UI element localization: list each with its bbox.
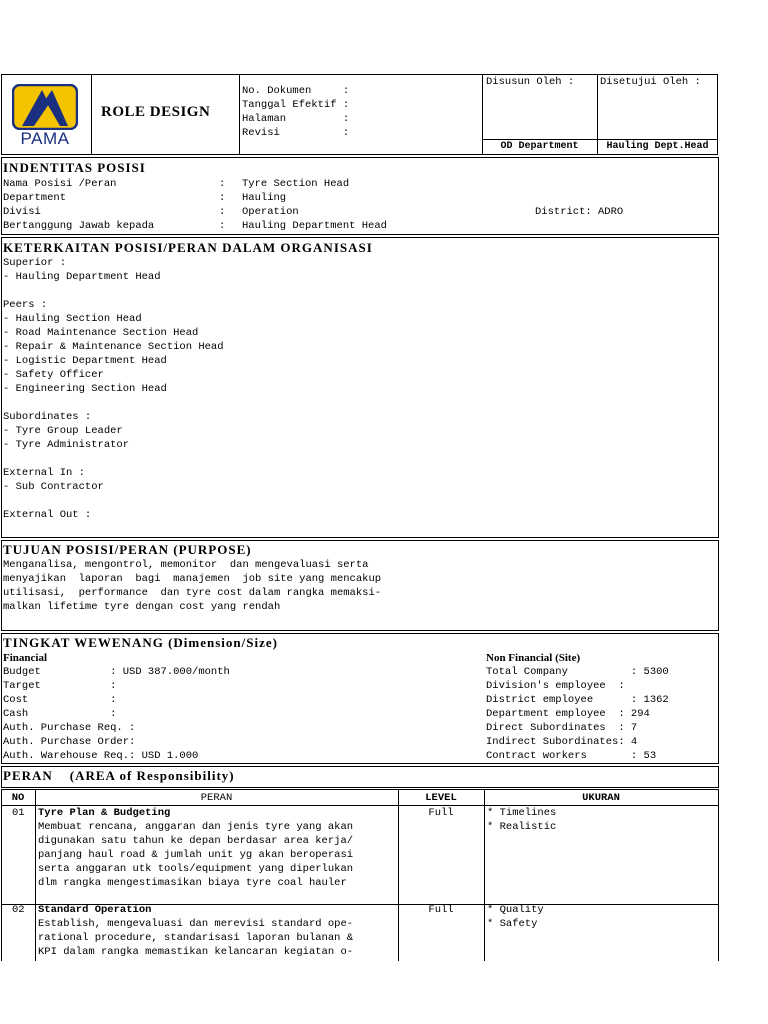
row-line: Membuat rencana, anggaran dan jenis tyre yang akan (38, 821, 354, 833)
row-line: dlm rangka mengestimasikan biaya tyre coal hauler (38, 877, 347, 889)
row-level: Full (428, 807, 454, 819)
row-line: KPI dalam rangka memastikan kelancaran kegiatan o- (38, 946, 354, 958)
wewenang-heading: TINGKAT WEWENANG (Dimension/Size) (3, 635, 278, 650)
row-ukuran (487, 806, 556, 834)
label-divisi: Divisi (3, 206, 41, 218)
row-level: Full (428, 904, 454, 916)
purpose-line: menyajikan laporan bagi manajemen job site yang mencakup (3, 573, 382, 585)
value-nama-posisi: Tyre Section Head (242, 178, 350, 190)
keterkaitan-list (3, 256, 224, 522)
row-line: Establish, mengevaluasi dan merevisi standard ope- (38, 918, 354, 930)
label-bertanggung-jawab: Bertanggung Jawab kepada (3, 220, 155, 232)
approved-by-label: Disetujui Oleh : (600, 76, 701, 88)
identitas-heading: INDENTITAS POSISI (3, 160, 146, 175)
peran-heading: PERAN (AREA of Responsibility) (3, 768, 235, 783)
col-header-ukuran: UKURAN (582, 792, 620, 804)
logo-text: PAMA (20, 129, 70, 148)
label-nama-posisi: Nama Posisi /Peran (3, 178, 117, 190)
document-fields (242, 84, 349, 140)
tujuan-text (3, 558, 381, 614)
doc-field-no: No. Dokumen : (242, 85, 350, 97)
ukuran-item: * Quality (487, 904, 544, 916)
org-line: Subordinates : (3, 411, 92, 423)
ukuran-item: * Timelines (487, 807, 557, 819)
prepared-by-value: OD Department (500, 141, 579, 152)
org-line: - Road Maintenance Section Head (3, 327, 199, 339)
row-peran (38, 903, 353, 959)
keterkaitan-heading: KETERKAITAN POSISI/PERAN DALAM ORGANISASI (3, 240, 373, 255)
org-line (3, 452, 224, 466)
row-line: rational procedure, standarisasi laporan bulanan & (38, 932, 354, 944)
doc-field-revisi: Revisi : (242, 127, 350, 139)
org-line: - Tyre Group Leader (3, 425, 123, 437)
financial-row: Target : (3, 680, 117, 692)
prepared-by-label: Disusun Oleh : (486, 76, 575, 88)
org-line: - Engineering Section Head (3, 383, 167, 395)
nonfinancial-row: Contract workers : 53 (486, 750, 657, 762)
pama-logo-icon (12, 84, 78, 130)
nonfinancial-label: Non Financial (Site) (486, 652, 581, 664)
value-bertanggung-jawab: Hauling Department Head (242, 220, 387, 232)
nonfinancial-row: Department employee : 294 (486, 708, 650, 720)
org-line: External In : (3, 467, 85, 479)
financial-row: Auth. Purchase Req. : (3, 722, 136, 734)
nonfinancial-row: Indirect Subordinates: 4 (486, 736, 638, 748)
pama-logo (12, 84, 78, 150)
financial-row: Cash : (3, 708, 117, 720)
org-line (3, 396, 224, 410)
col-header-peran: PERAN (200, 792, 233, 804)
nonfinancial-row: Total Company : 5300 (486, 666, 669, 678)
row-no: 02 (12, 904, 25, 916)
row-line: digunakan satu tahun ke depan berdasar area kerja/ (38, 835, 354, 847)
financial-label: Financial (3, 652, 48, 664)
financial-row: Auth. Warehouse Req.: USD 1.000 (3, 750, 199, 762)
ukuran-item: * Realistic (487, 821, 557, 833)
purpose-line: utilisasi, performance dan tyre cost dalam rangka memaksi- (3, 587, 382, 599)
row-title: Standard Operation (38, 904, 152, 916)
financial-row: Auth. Purchase Order: (3, 736, 136, 748)
nonfinancial-row: Direct Subordinates : 7 (486, 722, 638, 734)
row-peran (38, 806, 353, 890)
nonfinancial-row: District employee : 1362 (486, 694, 669, 706)
identitas-labels (3, 177, 154, 233)
org-line: - Hauling Section Head (3, 313, 142, 325)
district-value: District: ADRO (535, 206, 624, 218)
org-line: - Hauling Department Head (3, 271, 161, 283)
approved-by-value: Hauling Dept.Head (606, 141, 709, 152)
col-header-level: LEVEL (425, 792, 457, 804)
financial-row: Cost : (3, 694, 117, 706)
row-ukuran (487, 903, 544, 931)
label-department: Department (3, 192, 67, 204)
row-line: panjang haul road & jumlah unit yg akan beroperasi (38, 849, 354, 861)
ukuran-item: * Safety (487, 918, 538, 930)
purpose-line: malkan lifetime tyre dengan cost yang rendah (3, 601, 281, 613)
value-department: Hauling (242, 192, 287, 204)
page-title: ROLE DESIGN (101, 104, 211, 120)
org-line: - Repair & Maintenance Section Head (3, 341, 224, 353)
financial-row: Budget : USD 387.000/month (3, 666, 230, 678)
org-line: - Sub Contractor (3, 481, 104, 493)
org-line (3, 284, 224, 298)
purpose-line: Menganalisa, mengontrol, memonitor dan mengevaluasi serta (3, 559, 369, 571)
org-line: Superior : (3, 257, 67, 269)
financial-list (3, 665, 230, 763)
nonfinancial-list (486, 665, 669, 763)
org-line: - Logistic Department Head (3, 355, 167, 367)
tujuan-heading: TUJUAN POSISI/PERAN (PURPOSE) (3, 542, 252, 557)
org-line: Peers : (3, 299, 48, 311)
identitas-values (242, 177, 387, 233)
identitas-colons: : : : : (219, 178, 226, 232)
col-header-no: NO (11, 792, 25, 804)
row-line: serta anggaran utk tools/equipment yang diperlukan (38, 863, 354, 875)
nonfinancial-row: Division's employee : (486, 680, 625, 692)
org-line: External Out : (3, 509, 92, 521)
org-line: - Safety Officer (3, 369, 104, 381)
row-no: 01 (12, 807, 25, 819)
value-divisi: Operation (242, 206, 299, 218)
doc-field-tanggal: Tanggal Efektif : (242, 99, 350, 111)
org-line (3, 494, 224, 508)
org-line: - Tyre Administrator (3, 439, 130, 451)
row-title: Tyre Plan & Budgeting (38, 807, 171, 819)
doc-field-halaman: Halaman : (242, 113, 350, 125)
